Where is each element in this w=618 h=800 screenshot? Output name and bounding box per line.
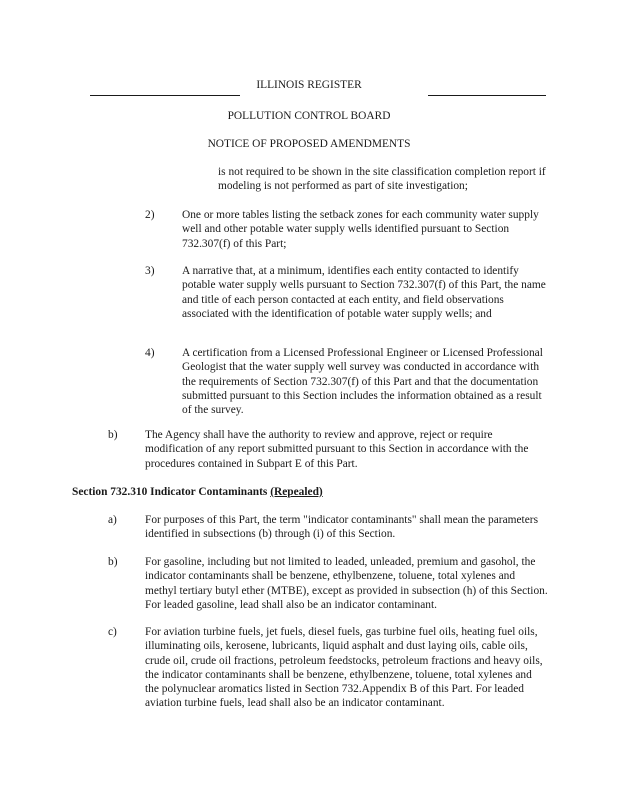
section-item-b-text: For gasoline, including but not limited to leaded, unleaded, premium and gasohol, the indicator contaminants shall be benzene, ethylbenzene, toluene, total xylenes and methyl tertiary butyl ether (MTBE), except as provided in subsection (h) of this Section. For leaded gasoline, lead shall also be an indicator contaminant. bbox=[145, 556, 548, 611]
notice-title: NOTICE OF PROPOSED AMENDMENTS bbox=[207, 138, 411, 150]
section-item-a-label: a) bbox=[108, 514, 117, 526]
item-4-text: A certification from a Licensed Professional Engineer or Licensed Professional Geologist that the water supply well survey was conducted in accordance with the requirements of Section 732.307(f) of this Part and that the documentation submitted pursuant to this Section includes the information obtained as a result of the survey. bbox=[182, 347, 543, 417]
section-title: Section 732.310 Indicator Contaminants bbox=[72, 486, 268, 498]
item-2-text: One or more tables listing the setback zones for each community water supply well and other potable water supply wells identified pursuant to Section 732.307(f) of this Part; bbox=[182, 209, 539, 250]
board-title: POLLUTION CONTROL BOARD bbox=[227, 110, 391, 122]
item-b-label: b) bbox=[108, 429, 118, 441]
section-heading bbox=[72, 485, 323, 499]
section-item-c-text: For aviation turbine fuels, jet fuels, diesel fuels, gas turbine fuel oils, heating fuel oils, illuminating oils, kerosene, lubricants, liquid asphalt and dust laying oils, cable oils, crude oil, crude oil fractions, petroleum feedstocks, petroleum fractions and heavy oils, the indicator contaminants shall be benzene, ethylbenzene, toluene, total xylenes and the polynuclear aromatics listed in Section 732.Appendix B of this Part. For leaded aviation turbine fuels, lead shall also be an indicator contaminant. bbox=[145, 626, 543, 710]
continuation-paragraph: is not required to be shown in the site classification completion report if modeling is not performed as part of site investigation; bbox=[218, 166, 546, 193]
section-item-c-label: c) bbox=[108, 626, 117, 638]
section-item-b-label: b) bbox=[108, 556, 118, 568]
section-item-a-text: For purposes of this Part, the term "indicator contaminants" shall mean the parameters identified in subsections (b) through (i) of this Section. bbox=[145, 514, 538, 541]
item-3-label: 3) bbox=[145, 265, 155, 277]
repealed-marker: (Repealed) bbox=[270, 486, 323, 498]
header-rule-right bbox=[428, 95, 546, 96]
register-title: ILLINOIS REGISTER bbox=[256, 79, 362, 91]
item-b-text: The Agency shall have the authority to review and approve, reject or require modification of any report submitted pursuant to this Section in accordance with the procedures contained in Subpart E of this Part. bbox=[145, 429, 529, 470]
item-2-label: 2) bbox=[145, 209, 155, 221]
item-3-text: A narrative that, at a minimum, identifies each entity contacted to identify potable water supply wells pursuant to Section 732.307(f) of this Part, the name and title of each person contacted at each entity, and field observations associated with the identification of potable water supply wells; and bbox=[182, 265, 546, 320]
item-4-label: 4) bbox=[145, 347, 155, 359]
header-rule-left bbox=[90, 95, 240, 96]
